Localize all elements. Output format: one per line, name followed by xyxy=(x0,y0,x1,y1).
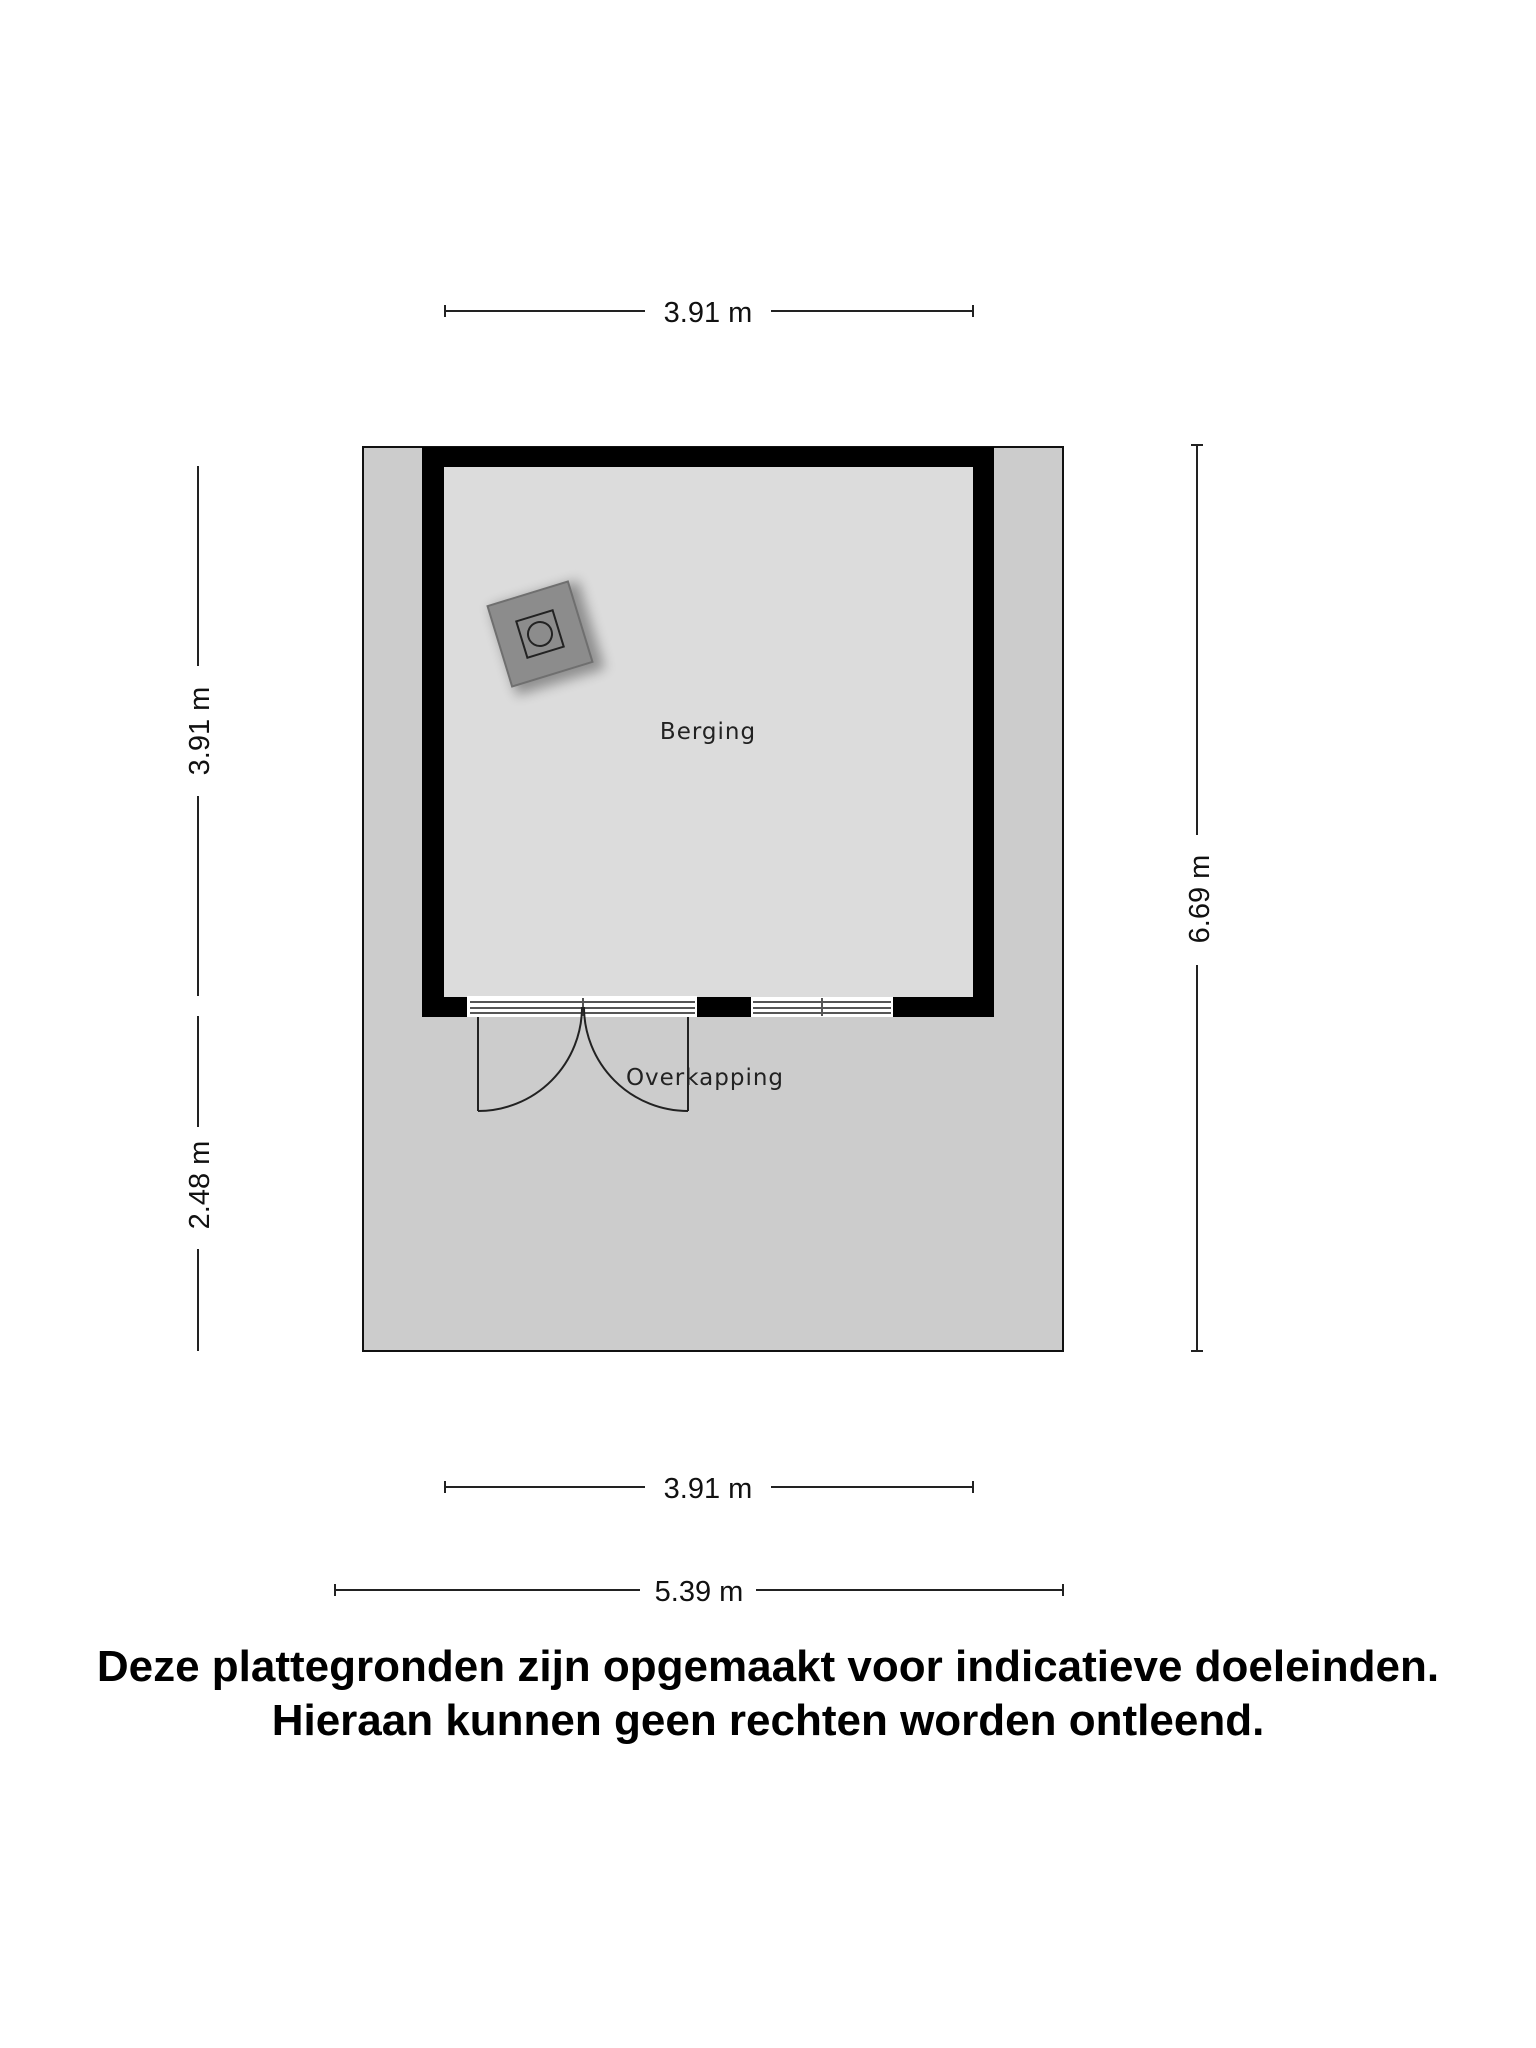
dimension-right xyxy=(1184,445,1216,1351)
dimension-label-top: 3.91 m xyxy=(663,297,753,329)
dimension-label-right: 6.69 m xyxy=(1184,854,1216,944)
dimension-label-bottom-total: 5.39 m xyxy=(654,1576,744,1608)
dimension-top xyxy=(445,297,973,329)
dimension-label-left-lower: 2.48 m xyxy=(184,1140,216,1230)
dimension-left-lower xyxy=(184,1016,216,1351)
disclaimer-line-2: Hieraan kunnen geen rechten worden ontleend. xyxy=(271,1696,1265,1745)
dimension-bottom-inner xyxy=(445,1473,973,1505)
room-label-canopy: Overkapping xyxy=(625,1065,785,1091)
dimension-left-upper xyxy=(184,466,216,996)
disclaimer-line-1: Deze plattegronden zijn opgemaakt voor indicatieve doeleinden. xyxy=(96,1642,1440,1691)
dimension-label-bottom-inner: 3.91 m xyxy=(663,1473,753,1505)
dimension-bottom-total xyxy=(335,1576,1063,1608)
window-icon xyxy=(751,997,893,1017)
dimension-label-left-upper: 3.91 m xyxy=(184,686,216,776)
room-label-storage: Berging xyxy=(659,719,757,745)
disclaimer xyxy=(0,1640,1536,1748)
